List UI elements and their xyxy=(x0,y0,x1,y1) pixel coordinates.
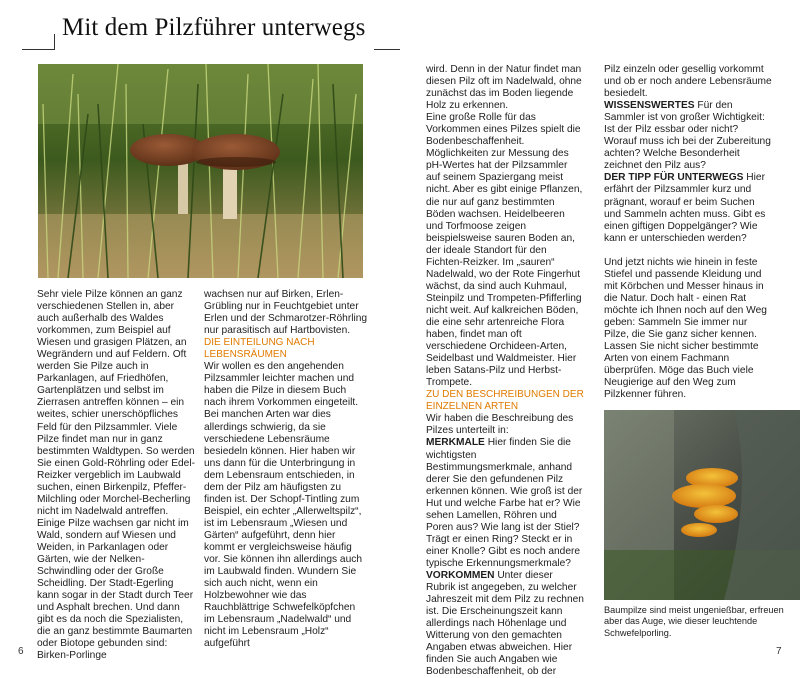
page-number: 6 xyxy=(18,646,24,657)
mushroom-grass-photo xyxy=(38,64,363,278)
text-column-3 xyxy=(426,64,584,678)
body-text xyxy=(426,437,584,570)
left-page xyxy=(0,0,400,673)
body-text: Und jetzt nichts wie hinein in feste Stiefel und passende Kleidung und mit Körbchen und Messer hinaus in die Natur. Doch halt - einen Rat möchte ich Ihnen noch auf den Weg geben: Sammeln Sie immer nur Pilze, die Sie ganz sicher kennen. Lassen Sie nicht sicher bestimmte Arten von einem Fachmann überprüfen. Möge das Buch viele Neugierige auf den Weg zum Pilzkenner führen. xyxy=(604,256,767,401)
body-text: Pilz einzeln oder gesellig vorkommt und ob er noch andere Lebensräume besiedelt. xyxy=(604,64,772,100)
photo-caption: Baumpilze sind meist ungenießbar, erfreuen aber das Auge, wie dieser leuchtende Schwefelporling. xyxy=(604,605,784,638)
body-text xyxy=(604,100,772,172)
body-text: wachsen nur auf Birken, Erlen-Grübling nur in Feuchtgebiet unter Erlen und der Schmarotzer-Röhrling nur parasitisch auf Hartbovisten. xyxy=(204,289,368,337)
body-text: Hier finden Sie die wichtigsten Bestimmungsmerkmale, anhand derer Sie den gefundenen Pilz erkennen können. Wie groß ist der Hut und welche Farbe hat er? Wie sehen Lamellen, Röhren und Poren aus? Wie lang ist der Stiel? Trägt er einen Ring? Steckt er in einer Knolle? Gibt es noch andere typische Erkennungsmerkmale? xyxy=(426,437,583,569)
body-text: wird. Denn in der Natur findet man diesen Pilz oft im Nadelwald, ohne zunächst das im Boden liegende Holz zu erkennen. xyxy=(426,64,582,112)
keyword: VORKOMMEN xyxy=(426,569,495,581)
section-heading: DIE EINTEILUNG NACH LEBENSRÄUMEN xyxy=(204,337,315,361)
text-column-2 xyxy=(204,289,368,650)
page-number: 7 xyxy=(776,646,782,657)
right-page xyxy=(400,0,800,678)
body-text: Für den Sammler ist von großer Wichtigkeit: Ist der Pilz essbar oder nicht? Worauf muss ich bei der Zubereitung achten? Welche Besonderheit zeichnet den Pilz aus? xyxy=(604,100,771,172)
body-text: Wir haben die Beschreibung des Pilzes unterteilt in: xyxy=(426,413,574,437)
body-text: Hier erfährt der Pilzsammler kurz und prägnant, worauf er beim Suchen und Sammeln achten muss. Gibt es einen giftigen Doppelgänger? Wie kann er unterschieden werden? xyxy=(604,172,766,244)
text-column-4 xyxy=(604,64,772,401)
title-rule xyxy=(54,34,55,50)
keyword: DER TIPP FÜR UNTERWEGS xyxy=(604,172,744,184)
keyword: MERKMALE xyxy=(426,437,485,449)
text-column-1 xyxy=(37,289,197,662)
body-text xyxy=(426,570,584,678)
body-text: Wir wollen es den angehenden Pilzsammler leichter machen und haben die Pilze in diesem Buch nach ihrem Vorkommen eingeteilt. Bei manchen Arten war dies allerdings schwierig, da sie verschiedene Lebensräume besiedeln können. Hier haben wir uns dann für die Unterbringung in dem Lebensraum entschieden, in dem der Pilz am häufigsten zu finden ist. Der Schopf-Tintling zum Beispiel, ein echter „Allerweltspilz“, ist im Lebensraum „Wiesen und Gärten“ aufgeführt, denn hier kommt er vergleichsweise häufig vor. Sie können ihn allerdings auch im Laubwald finden. Wundern Sie sich auch nicht, wenn ein Holzbewohner wie das Rauchblättrige Schwefelköpfchen im Lebensraum „Nadelwald“ und nicht im Lebensraum „Holz“ aufgeführt xyxy=(204,361,363,650)
keyword: WISSENSWERTES xyxy=(604,100,695,112)
title-rule xyxy=(22,49,55,50)
sulphur-shelf-photo xyxy=(604,410,800,600)
body-text: Unter dieser Rubrik ist angegeben, zu welcher Jahreszeit mit dem Pilz zu rechnen ist. Die Erscheinungszeit kann allerdings nach Höhenlage und Witterung von den gemachten Angaben etwas abweichen. Hier finden Sie auch Angaben wie Bodenbeschaffenheit, ob der xyxy=(426,569,584,678)
body-text: Sehr viele Pilze können an ganz verschiedenen Stellen in, aber auch außerhalb des Waldes vorkommen, zum Beispiel auf Wiesen und grasigen Plätzen, an Wegrändern und auf Feldern. Oft werden Sie Pilze auch in Parkanlagen, auf Friedhöfen, Gartenplätzen und selbst im Zierrasen antreffen können – ein weites, schier unerschöpfliches Feld für den Pilzsammler. Viele Pilze findet man nur in ganz bestimmten Waldtypen. So werden Sie einen Gold-Röhrling oder Edel-Reizker vergeblich im Laubwald suchen, einen Birkenpilz, Pfeffer-Milchling oder Morchel-Becherling nicht im Nadelwald antreffen. Einige Pilze wachsen gar nicht im Wald, sondern auf Wiesen und Weiden, in Parkanlagen oder Gärten, wie der Nelken-Schwindling oder der Große Scheidling. Der Stadt-Egerling kann sogar in der Stadt durch Teer und Asphalt brechen. Und dann gibt es da noch die Spezialisten, die an ganz bestimmte Baumarten oder Biotope gebunden sind: Birken-Porlinge xyxy=(37,289,195,662)
section-heading: ZU DEN BESCHREIBUNGEN DER EINZELNEN ARTEN xyxy=(426,389,584,413)
title-rule xyxy=(374,49,400,50)
body-text: Eine große Rolle für das Vorkommen eines Pilzes spielt die Bodenbeschaffenheit. Möglichkeiten zur Messung des pH-Wertes hat der Pilzsammler auf seinem Spaziergang meist nicht. Aber es gibt einige Pflanzen, die nur auf ganz bestimmten Böden wachsen. Heidelbeeren und Torfmoose zeigen beispielsweise sauren Boden an, der ideale Standort für den Fichten-Reizker. Im „sauren“ Nadelwald, wo der Rote Fingerhut wächst, da sind auch Kuhmaul, Steinpilz und Trompeten-Pfifferling nicht weit. Auf kalkreichen Böden, die eine sehr artenreiche Flora haben, findet man oft verschiedene Orchideen-Arten, Seidelbast und Waldmeister. Hier leben Satans-Pilz und Herbst-Trompete. xyxy=(426,112,583,389)
body-text xyxy=(604,172,772,244)
page-title: Mit dem Pilzführer unterwegs xyxy=(62,14,366,41)
